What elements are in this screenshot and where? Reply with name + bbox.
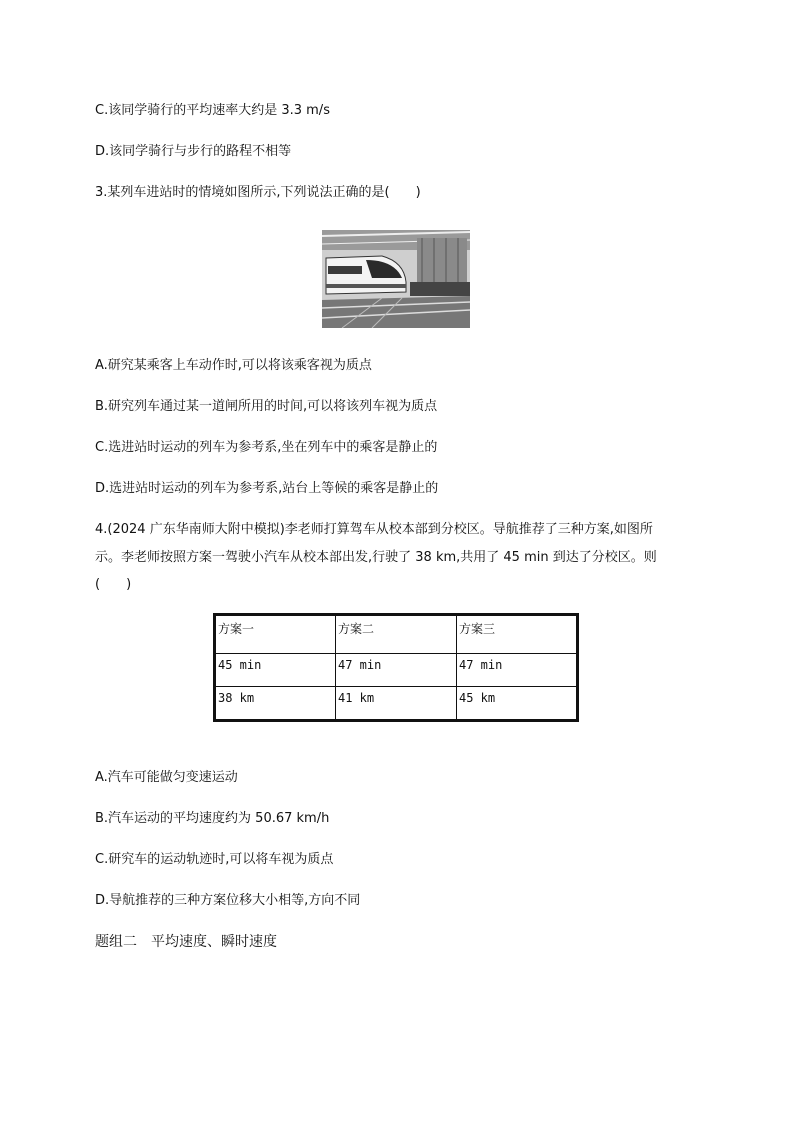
table-row-times [215, 654, 578, 686]
train-station-photo [322, 230, 470, 328]
q4-option-a: A.汽车可能做匀变速运动 [95, 770, 238, 785]
table-cell: 45 min [215, 654, 336, 686]
q4-stem-line2: 示。李老师按照方案一驾驶小汽车从校本部出发,行驶了 38 km,共用了 45 min 到达了分校区。则 [95, 550, 657, 565]
q3-stem: 3.某列车进站时的情境如图所示,下列说法正确的是( ) [95, 185, 421, 200]
table-cell: 方案一 [215, 615, 336, 654]
table-cell: 38 km [215, 686, 336, 720]
q4-option-c: C.研究车的运动轨迹时,可以将车视为质点 [95, 852, 334, 867]
table-cell: 方案三 [457, 615, 578, 654]
q4-stem-line3: ( ) [95, 577, 132, 592]
train-illustration [322, 230, 470, 328]
table-cell: 41 km [336, 686, 457, 720]
q4-stem-line1: 4.(2024 广东华南师大附中模拟)李老师打算驾车从校本部到分校区。导航推荐了三种方案,如图所 [95, 522, 653, 537]
q4-option-d: D.导航推荐的三种方案位移大小相等,方向不同 [95, 893, 361, 908]
q3-option-c: C.选进站时运动的列车为参考系,坐在列车中的乘客是静止的 [95, 440, 438, 455]
q3-option-d: D.选进站时运动的列车为参考系,站台上等候的乘客是静止的 [95, 481, 439, 496]
table-cell: 47 min [336, 654, 457, 686]
section-title: 题组二 平均速度、瞬时速度 [95, 934, 277, 950]
q2-option-d: D.该同学骑行与步行的路程不相等 [95, 144, 292, 159]
q3-option-a: A.研究某乘客上车动作时,可以将该乘客视为质点 [95, 358, 372, 373]
q4-option-b: B.汽车运动的平均速度约为 50.67 km/h [95, 811, 330, 826]
table-cell: 方案二 [336, 615, 457, 654]
route-plans-table [213, 613, 579, 722]
q3-option-b: B.研究列车通过某一道闸所用的时间,可以将该列车视为质点 [95, 399, 438, 414]
q2-option-c: C.该同学骑行的平均速率大约是 3.3 m/s [95, 103, 330, 118]
table-cell: 47 min [457, 654, 578, 686]
table-cell: 45 km [457, 686, 578, 720]
table-row-distances [215, 686, 578, 720]
table-row-headers [215, 615, 578, 654]
